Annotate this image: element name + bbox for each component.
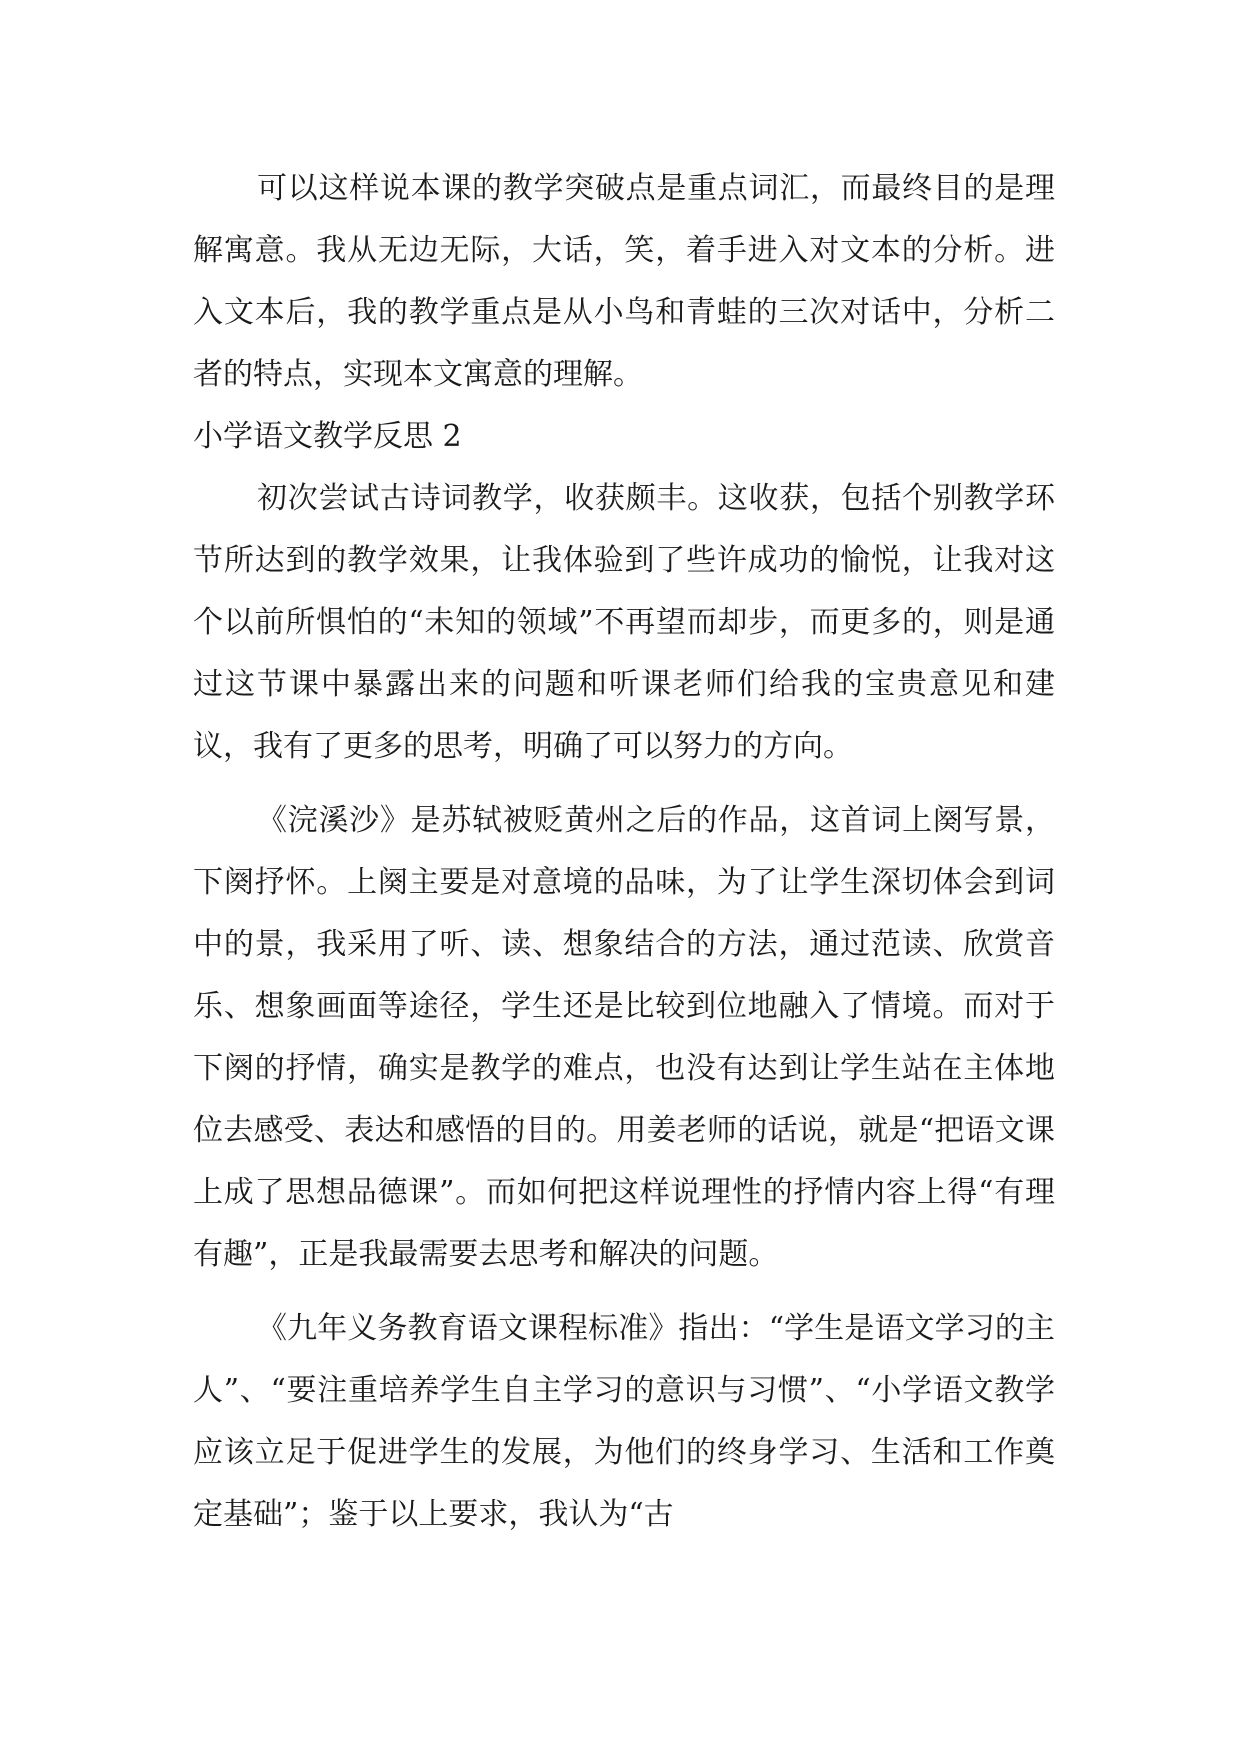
section-heading: 小学语文教学反思 2 xyxy=(193,419,462,454)
document-body xyxy=(193,158,1055,1546)
paragraph-3: 《浣溪沙》是苏轼被贬黄州之后的作品，这首词上阕写景，下阕抒怀。上阕主要是对意境的品味，为了让学生深切体会到词中的景，我采用了听、读、想象结合的方法，通过范读、欣赏音乐、想象画面等途径，学生还是比较到位地融入了情境。而对于下阕的抒情，确实是教学的难点，也没有达到让学生站在主体地位去感受、表达和感悟的目的。用姜老师的话说，就是“把语文课上成了思想品德课”。而如何把这样说理性的抒情内容上得“有理有趣”，正是我最需要去思考和解决的问题。 xyxy=(193,803,1055,1272)
paragraph-1: 可以这样说本课的教学突破点是重点词汇，而最终目的是理解寓意。我从无边无际，大话，笑，着手进入对文本的分析。进入文本后，我的教学重点是从小鸟和青蛙的三次对话中，分析二者的特点，实现本文寓意的理解。 xyxy=(193,171,1055,392)
paragraph-4: 《九年义务教育语文课程标准》指出：“学生是语文学习的主人”、“要注重培养学生自主学习的意识与习惯”、“小学语文教学应该立足于促进学生的发展，为他们的终身学习、生活和工作奠定基础”；鉴于以上要求，我认为“古 xyxy=(193,1311,1055,1532)
paragraph-2: 初次尝试古诗词教学，收获颇丰。这收获，包括个别教学环节所达到的教学效果，让我体验到了些许成功的愉悦，让我对这个以前所惧怕的“未知的领域”不再望而却步，而更多的，则是通过这节课中暴露出来的问题和听课老师们给我的宝贵意见和建议，我有了更多的思考，明确了可以努力的方向。 xyxy=(193,481,1055,764)
